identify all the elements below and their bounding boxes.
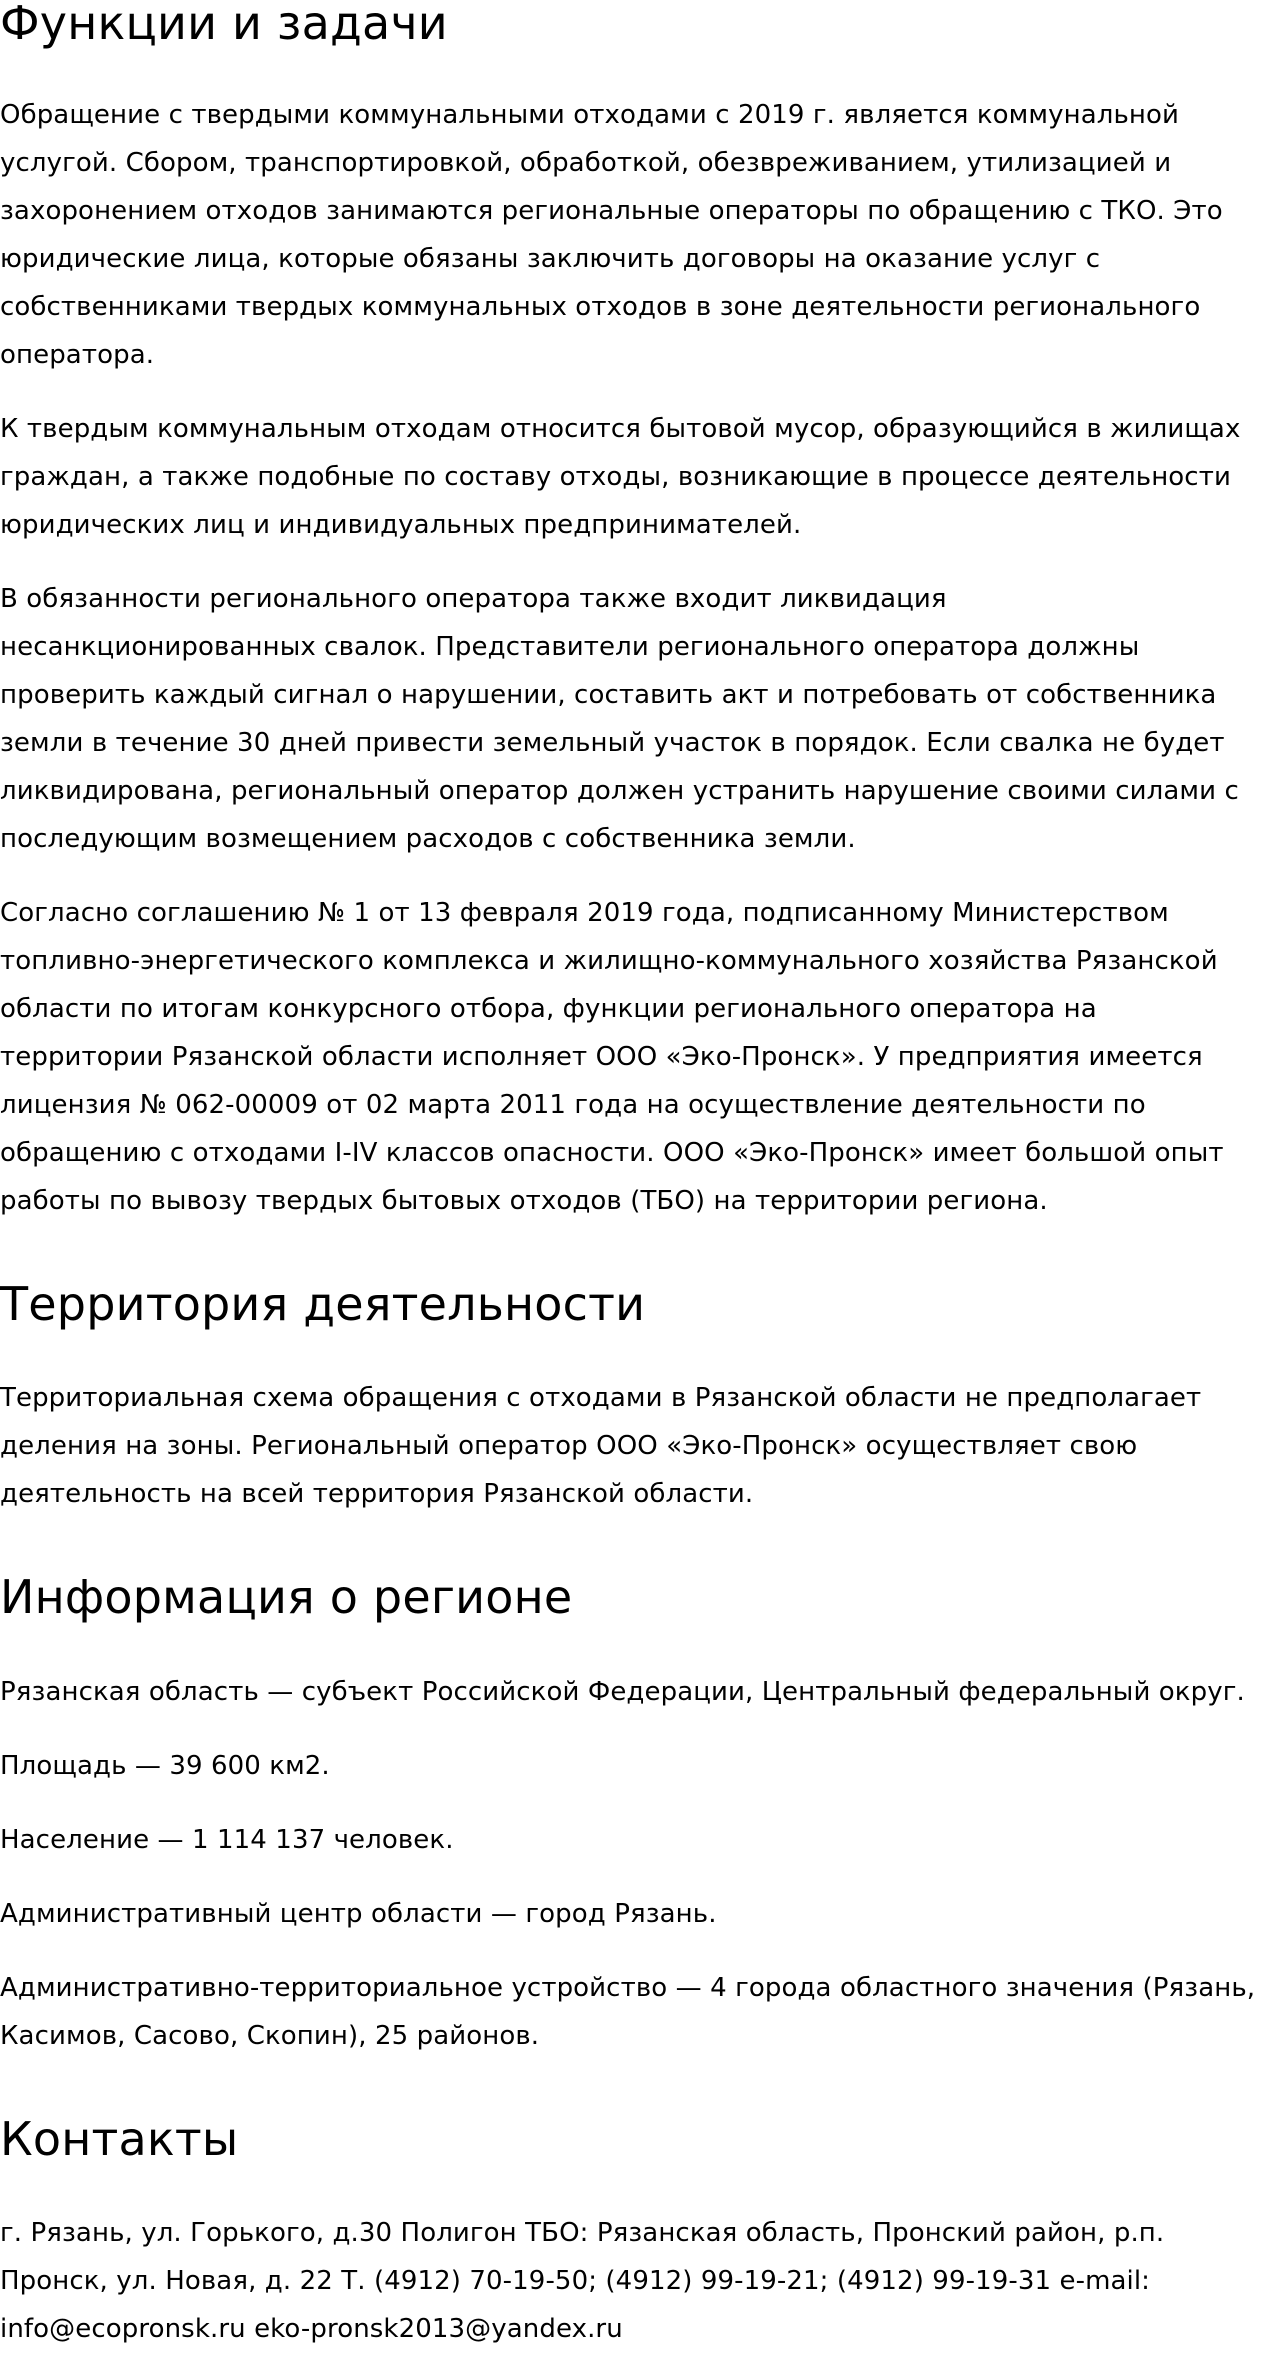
paragraph-functions-1: Обращение с твердыми коммунальными отходами с 2019 г. является коммунальной услугой. Сбором, транспортировкой, обработкой, обезвреживанием, утилизацией и захоронением отходов занимаются региональные операторы по обращению с ТКО. Это юридические лица, которые обязаны заключить договоры на оказание услуг с собственниками твердых коммунальных отходов в зоне деятельности регионального оператора. bbox=[0, 100, 1223, 371]
paragraph-region-center: Административный центр области — город Рязань. bbox=[0, 1898, 717, 1929]
section-region bbox=[0, 1570, 1268, 2059]
paragraph-functions-2: К твердым коммунальным отходам относится бытовой мусор, образующийся в жилищах граждан, а также подобные по составу отходы, возникающие в процессе деятельности юридических лиц и индивидуальных предпринимателей. bbox=[0, 414, 1241, 541]
paragraph-contacts: г. Рязань, ул. Горького, д.30 Полигон ТБО: Рязанская область, Пронский район, р.п. Пронск, ул. Новая, д. 22 Т. (4912) 70-19-50; (4912) 99-19-21; (4912) 99-19-31 e-mail: info@ecopronsk.ru eko-pronsk2013@yandex.ru bbox=[0, 2217, 1165, 2344]
paragraph-functions-3: В обязанности регионального оператора также входит ликвидация несанкционированных свалок. Представители регионального оператора должны проверить каждый сигнал о нарушении, составить акт и потребовать от собственника земли в течение 30 дней привести земельный участок в порядок. Если свалка не будет ликвидирована, региональный оператор должен устранить нарушение своими силами с последующим возмещением расходов с собственника земли. bbox=[0, 584, 1239, 855]
section-contacts bbox=[0, 2112, 1268, 2353]
paragraph-region-population: Население — 1 114 137 человек. bbox=[0, 1824, 454, 1855]
paragraph-territory-1: Территориальная схема обращения с отходами в Рязанской области не предполагает деления на зоны. Региональный оператор ООО «Эко-Пронск» осуществляет свою деятельность на всей территория Рязанской области. bbox=[0, 1383, 1202, 1510]
paragraph-region-subject: Рязанская область — субъект Российской Федерации, Центральный федеральный округ. bbox=[0, 1676, 1245, 1707]
section-territory bbox=[0, 1277, 1268, 1518]
heading-contacts: Контакты bbox=[0, 2111, 239, 2166]
heading-region: Информация о регионе bbox=[0, 1570, 573, 1625]
heading-territory: Территория деятельности bbox=[0, 1277, 646, 1332]
heading-functions: Функции и задачи bbox=[0, 0, 448, 50]
paragraph-region-structure: Административно-территориальное устройство — 4 города областного значения (Рязань, Касимов, Сасово, Скопин), 25 районов. bbox=[0, 1972, 1256, 2051]
paragraph-region-area: Площадь — 39 600 км2. bbox=[0, 1750, 330, 1781]
paragraph-functions-4: Согласно соглашению № 1 от 13 февраля 2019 года, подписанному Министерством топливно-энергетического комплекса и жилищно-коммунального хозяйства Рязанской области по итогам конкурсного отбора, функции регионального оператора на территории Рязанской области исполняет ООО «Эко-Пронск». У предприятия имеется лицензия № 062-00009 от 02 марта 2011 года на осуществление деятельности по обращению с отходами I-IV классов опасности. ООО «Эко-Пронск» имеет большой опыт работы по вывозу твердых бытовых отходов (ТБО) на территории региона. bbox=[0, 898, 1224, 1217]
